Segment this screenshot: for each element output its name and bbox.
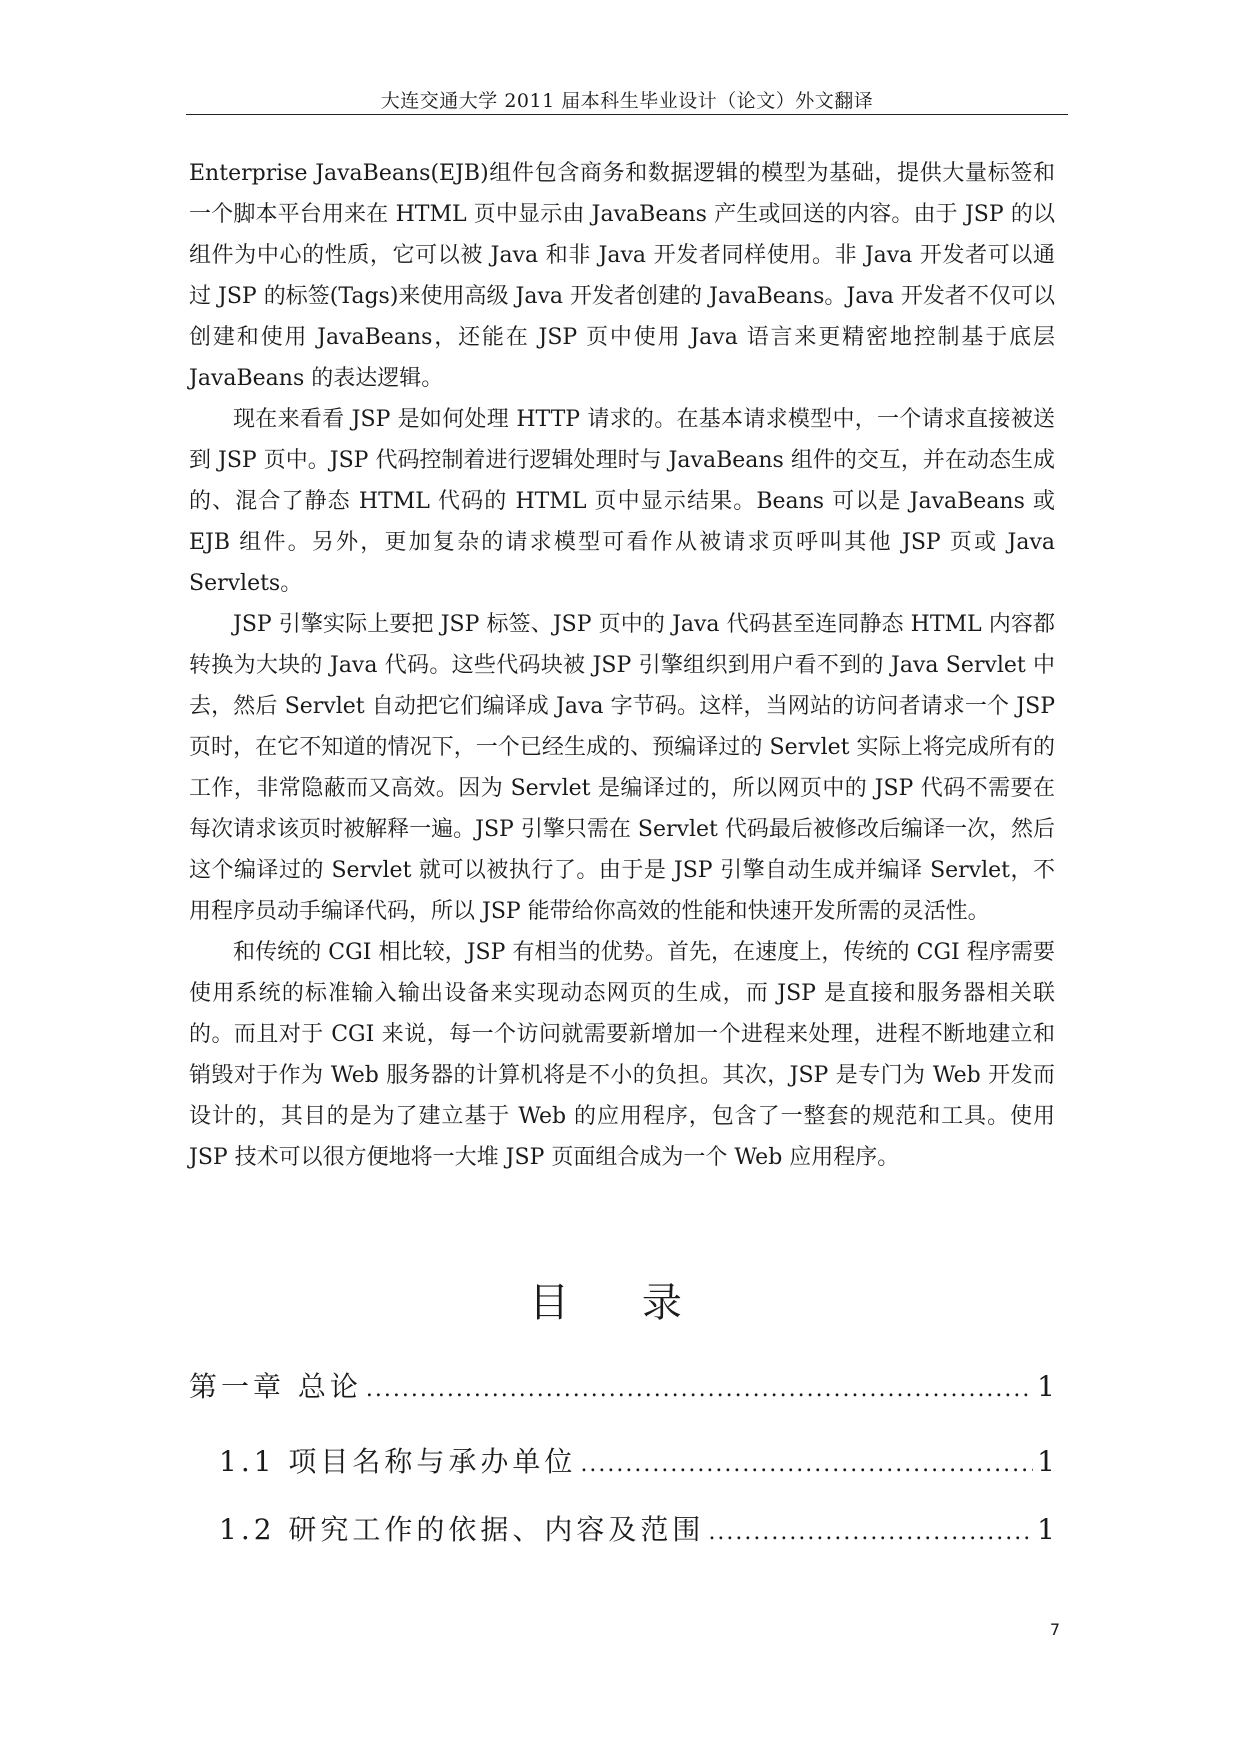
running-header: 大连交通大学 2011 届本科生毕业设计（论文）外文翻译 bbox=[380, 90, 874, 112]
toc-entry-1-1 bbox=[219, 1442, 1055, 1485]
paragraph-1: Enterprise JavaBeans(EJB)组件包含商务和数据逻辑的模型为基础，提供大量标签和一个脚本平台用来在 HTML 页中显示由 JavaBeans 产生或回送的内容。由于 JSP 的以组件为中心的性质，它可以被 Java 和非 Java 开发者同样使用。非 Java 开发者可以通过 JSP 的标签(Tags)来使用高级 Java 开发者创建的 JavaBeans。Java 开发者不仅可以创建和使用 JavaBeans，还能在 JSP 页中使用 Java 语言来更精密地控制基于底层 JavaBeans 的表达逻辑。 bbox=[189, 161, 1055, 391]
toc-entry-chapter-1 bbox=[189, 1367, 1055, 1410]
paragraph-3: JSP 引擎实际上要把 JSP 标签、JSP 页中的 Java 代码甚至连同静态 HTML 内容都转换为大块的 Java 代码。这些代码块被 JSP 引擎组织到用户看不到的 Java Servlet 中去，然后 Servlet 自动把它们编译成 Java 字节码。这样，当网站的访问者请求一个 JSP 页时，在它不知道的情况下，一个已经生成的、预编译过的 Servlet 实际上将完成所有的工作，非常隐蔽而又高效。因为 Servlet 是编译过的，所以网页中的 JSP 代码不需要在每次请求该页时被解释一遍。JSP 引擎只需在 Servlet 代码最后被修改后编译一次，然后这个编译过的 Servlet 就可以被执行了。由于是 JSP 引擎自动生成并编译 Servlet，不用程序员动手编译代码，所以 JSP 能带给你高效的性能和快速开发所需的灵活性。 bbox=[189, 612, 1055, 924]
toc-entry-1-2 bbox=[219, 1510, 1055, 1553]
toc-entry-label: 第一章 总论 bbox=[189, 1370, 362, 1403]
toc-entry-label: 1.2 研究工作的依据、内容及范围 bbox=[219, 1513, 705, 1546]
toc-entry-label: 1.1 项目名称与承办单位 bbox=[219, 1445, 577, 1478]
header-rule bbox=[186, 114, 1068, 115]
paragraph-2: 现在来看看 JSP 是如何处理 HTTP 请求的。在基本请求模型中，一个请求直接被送到 JSP 页中。JSP 代码控制着进行逻辑处理时与 JavaBeans 组件的交互，并在动态生成的、混合了静态 HTML 代码的 HTML 页中显示结果。Beans 可以是 JavaBeans 或 EJB 组件。另外，更加复杂的请求模型可看作从被请求页呼叫其他 JSP 页或 Java Servlets。 bbox=[189, 407, 1055, 596]
toc-title: 目 录 bbox=[529, 1280, 712, 1326]
toc-entry-page: 1 bbox=[1037, 1370, 1055, 1403]
toc-dot-leader bbox=[366, 1370, 1033, 1410]
toc-dot-leader bbox=[580, 1445, 1033, 1485]
page-number: 7 bbox=[1049, 1620, 1060, 1639]
toc-dot-leader bbox=[708, 1513, 1033, 1553]
paragraph-4: 和传统的 CGI 相比较，JSP 有相当的优势。首先，在速度上，传统的 CGI 程序需要使用系统的标准输入输出设备来实现动态网页的生成，而 JSP 是直接和服务器相关联的。而且对于 CGI 来说，每一个访问就需要新增加一个进程来处理，进程不断地建立和销毁对于作为 Web 服务器的计算机将是不小的负担。其次，JSP 是专门为 Web 开发而设计的，其目的是为了建立基于 Web 的应用程序，包含了一整套的规范和工具。使用 JSP 技术可以很方便地将一大堆 JSP 页面组合成为一个 Web 应用程序。 bbox=[189, 940, 1055, 1170]
toc-entry-page: 1 bbox=[1037, 1445, 1055, 1478]
body-text bbox=[189, 153, 1055, 1178]
toc-entry-page: 1 bbox=[1037, 1513, 1055, 1546]
